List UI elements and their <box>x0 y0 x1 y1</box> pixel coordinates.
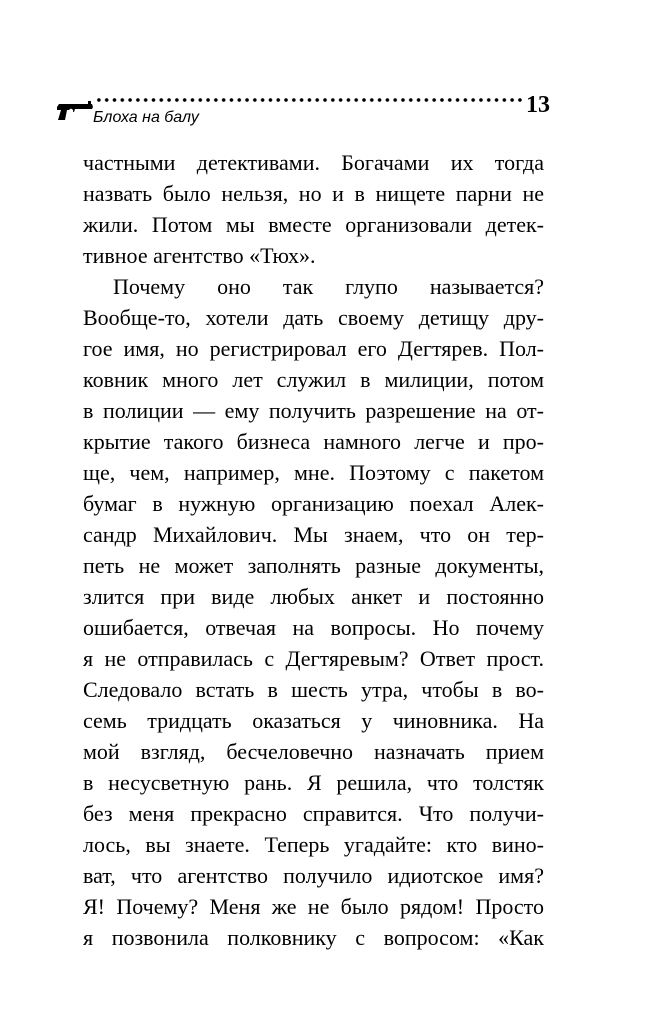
text-line: мой взгляд, бесчеловечно назначать прием <box>83 739 544 764</box>
text-line: я не отправилась с Дегтяревым? Ответ прост. <box>83 646 544 671</box>
text-line: петь не может заполнять разные документы, <box>83 553 544 578</box>
text-line: Вообще-то, хотели дать своему детищу дру- <box>83 305 544 330</box>
text-line: Следовало встать в шесть утра, чтобы в во- <box>83 677 544 702</box>
page-number: 13 <box>526 92 550 118</box>
running-title: Блоха на балу <box>93 109 199 126</box>
text-line: в несусветную рань. Я решила, что толстяк <box>83 770 544 795</box>
text-line: ошибается, отвечая на вопросы. Но почему <box>83 615 544 640</box>
running-header <box>55 92 550 132</box>
text-line: я позвонила полковнику с вопросом: «Как <box>83 925 544 950</box>
body-text <box>83 147 544 953</box>
text-line: Почему оно так глупо называется? <box>113 274 544 299</box>
text-line: гое имя, но регистрировал его Дегтярев. Пол- <box>83 336 544 361</box>
text-line: бумаг в нужную организацию поехал Алек- <box>83 491 544 516</box>
text-line: ще, чем, например, мне. Поэтому с пакетом <box>83 460 544 485</box>
text-line: жили. Потом мы вместе организовали детек- <box>83 212 544 237</box>
text-line: ковник много лет служил в милиции, потом <box>83 367 544 392</box>
text-line: без меня прекрасно справится. Что получи- <box>83 801 544 826</box>
text-line: тивное агентство «Тюх». <box>83 243 316 268</box>
text-line: семь тридцать оказаться у чиновника. На <box>83 708 544 733</box>
text-line: частными детективами. Богачами их тогда <box>83 150 544 175</box>
text-line: сандр Михайлович. Мы знаем, что он тер- <box>83 522 544 547</box>
text-line: лось, вы знаете. Теперь угадайте: кто вино- <box>83 832 544 857</box>
text-line: крытие такого бизнеса намного легче и про- <box>83 429 544 454</box>
text-line: Я! Почему? Меня же не было рядом! Просто <box>83 894 544 919</box>
text-line: ват, что агентство получило идиотское имя? <box>83 863 544 888</box>
text-line: назвать было нельзя, но и в нищете парни не <box>83 181 544 206</box>
dotted-rule <box>95 96 525 104</box>
text-line: в полиции — ему получить разрешение на от- <box>83 398 544 423</box>
gun-icon <box>55 98 95 122</box>
text-line: злится при виде любых анкет и постоянно <box>83 584 544 609</box>
